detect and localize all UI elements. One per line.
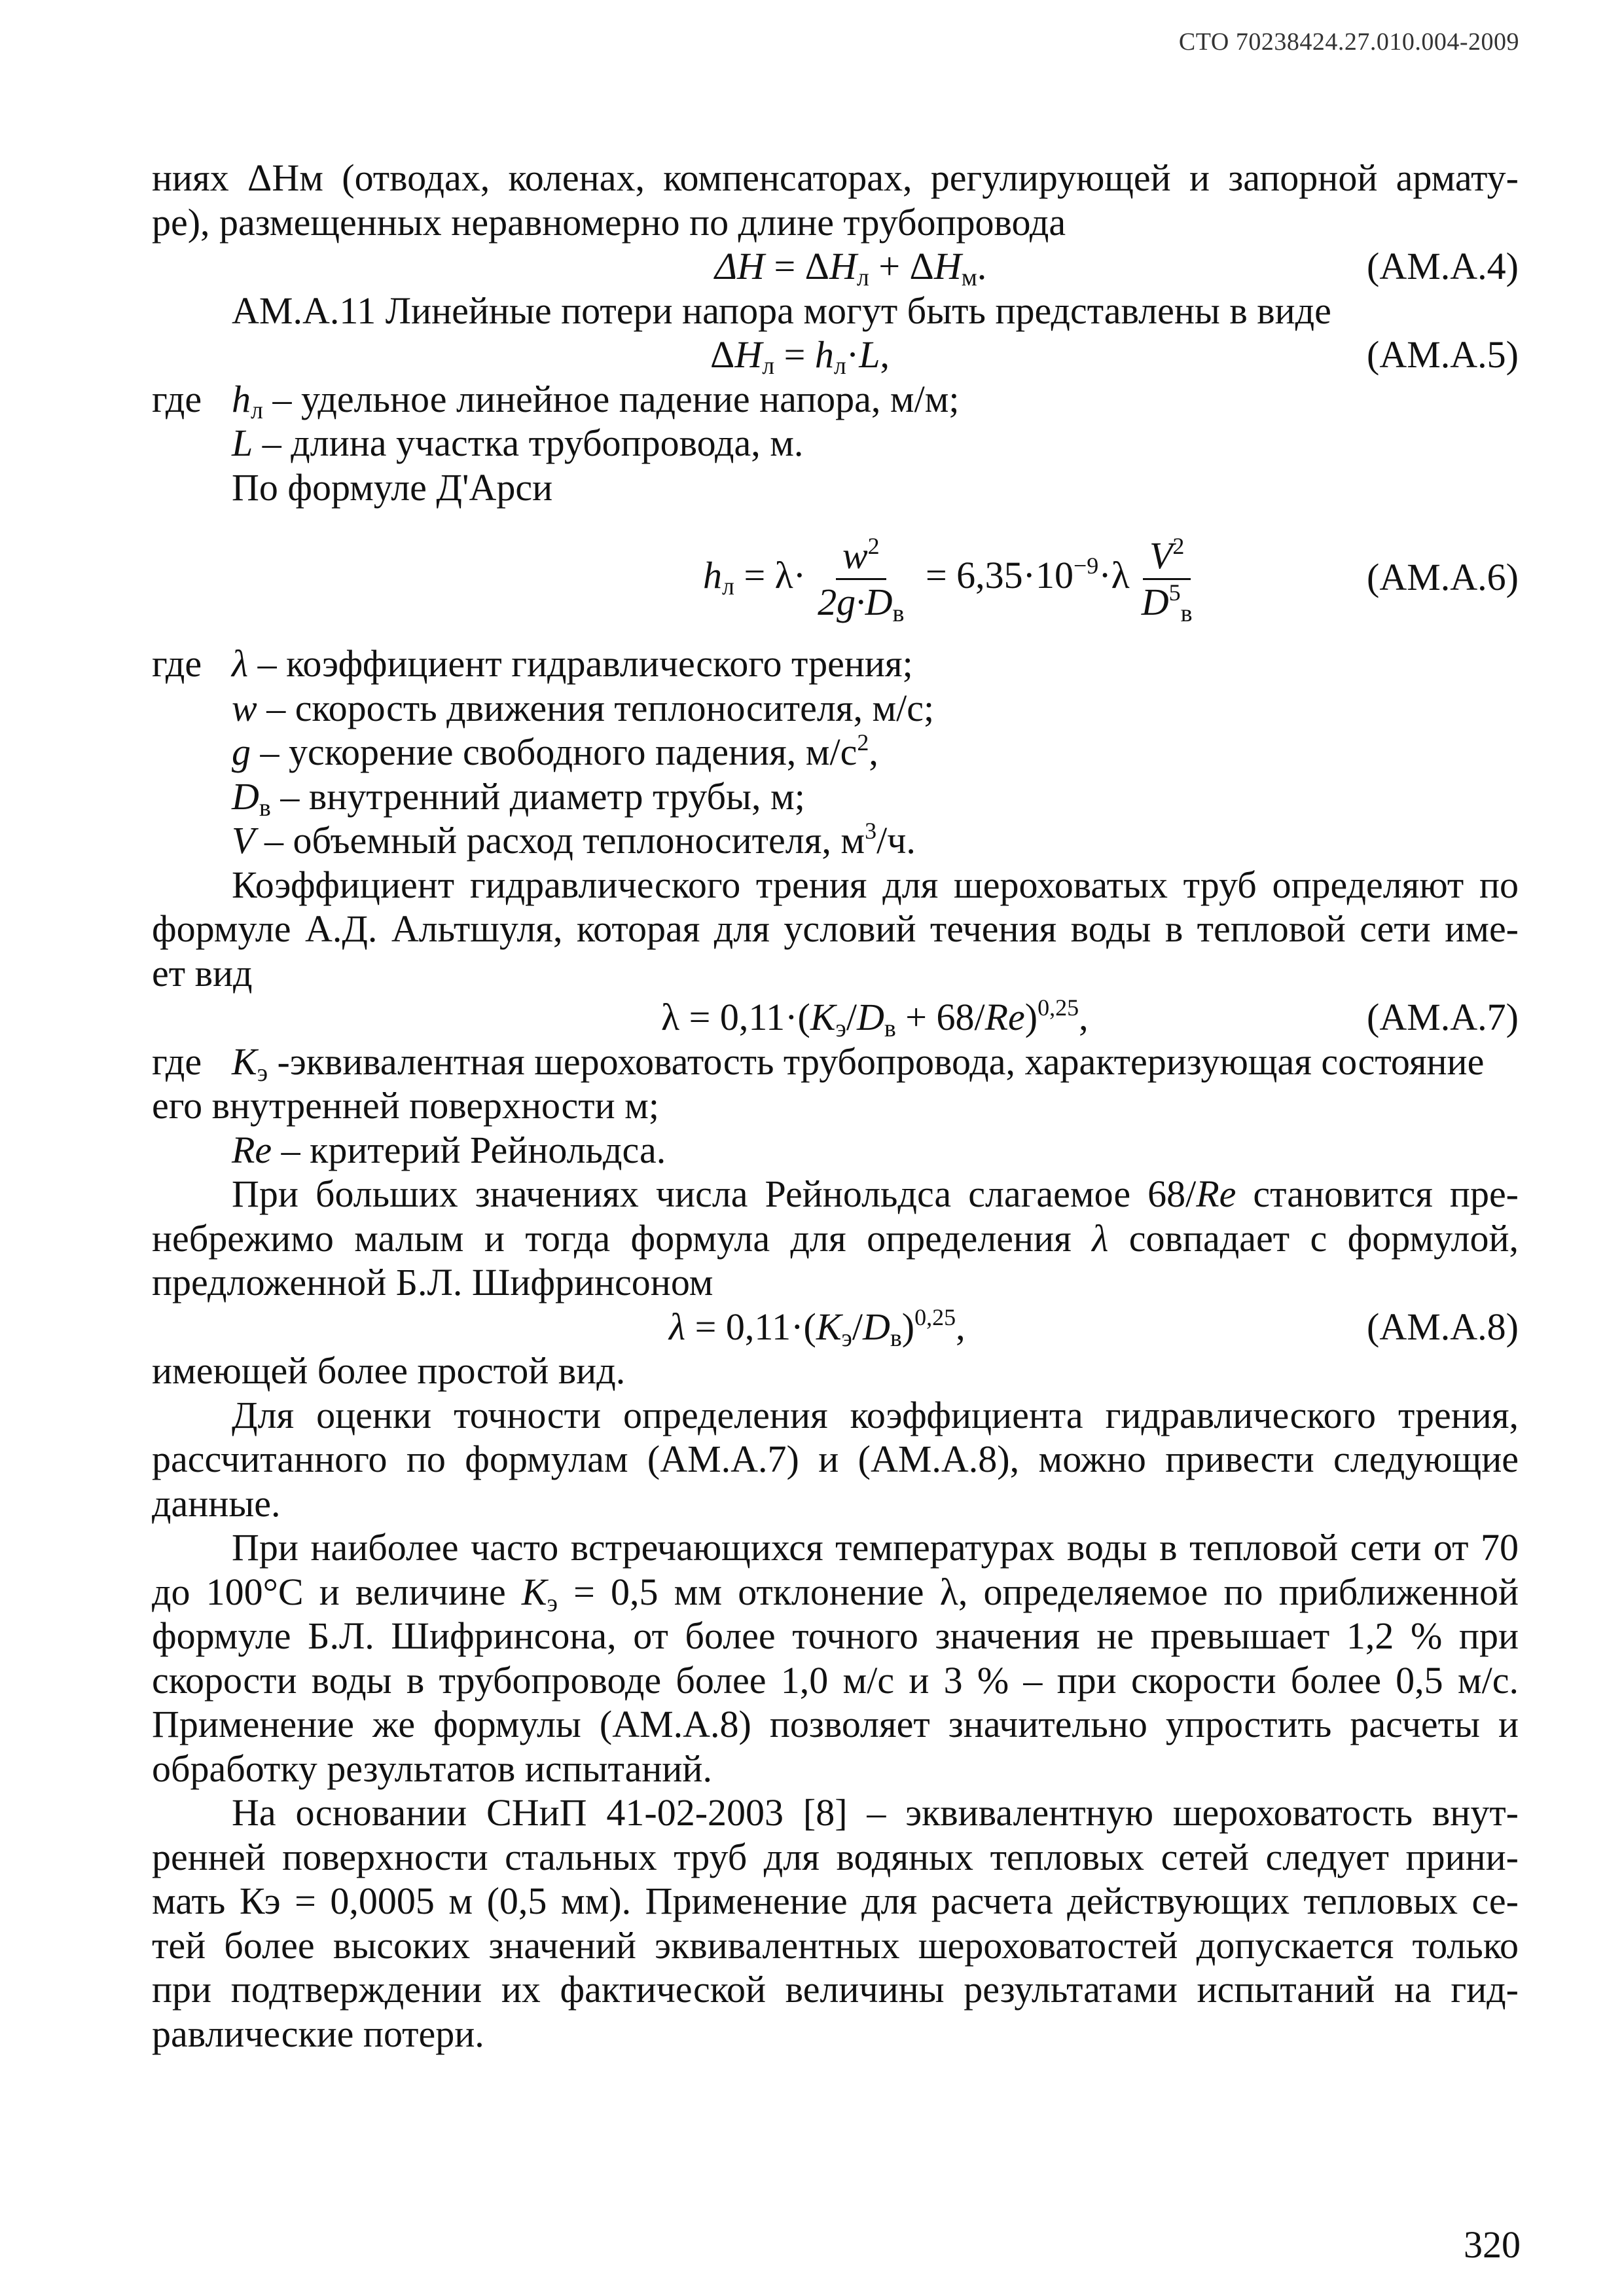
formula-superscript: 3: [865, 818, 877, 844]
fraction: [1135, 533, 1199, 628]
formula-superscript: 2: [1172, 533, 1185, 560]
equation-formula: [669, 1303, 965, 1352]
formula-symbol: λ: [669, 1305, 686, 1348]
equation-formula: [715, 244, 986, 289]
formula-symbol: V: [1149, 534, 1173, 577]
formula-symbol: H: [933, 245, 962, 287]
text-line: [152, 1570, 1519, 1614]
equation-number: (АМ.А.5): [1367, 333, 1519, 376]
formula-symbol: K: [232, 1040, 257, 1083]
text-line: При наиболее часто встречающихся температурах воды в тепловой сети от 70: [232, 1526, 1519, 1569]
definition-text: ,: [869, 731, 878, 773]
text-line: [152, 1216, 1519, 1261]
text-line: при подтверждении их фактической величины результатами испытаний на гид-: [152, 1968, 1519, 2011]
formula-symbol: h: [703, 554, 722, 596]
equation-number: (АМ.А.6): [1367, 556, 1519, 598]
definition-text: /ч.: [876, 819, 916, 862]
text-line: По формуле Д'Арси: [232, 465, 553, 509]
formula-text: = 0,11·(: [685, 1305, 816, 1348]
fraction-denominator: [1135, 579, 1199, 628]
formula-text: /: [846, 996, 857, 1038]
text-line: имеющей более простой вид.: [152, 1349, 626, 1392]
formula-superscript: 2: [867, 533, 880, 560]
text-line: обработку результатов испытаний.: [152, 1747, 712, 1790]
text-line: формуле Б.Л. Шифринсона, от более точного значения не превышает 1,2 % при: [152, 1614, 1519, 1657]
formula-symbol: L: [232, 422, 253, 464]
text-line: ренней поверхности стальных труб для водяных тепловых сетей следует прини-: [152, 1835, 1519, 1878]
equation-am-a-5: [152, 333, 1519, 380]
equation-formula: [710, 333, 890, 380]
formula-symbol: K: [810, 996, 836, 1038]
formula-symbol: h: [232, 377, 251, 420]
text-line: тей более высоких значений эквивалентных шероховатостей допускается только: [152, 1923, 1519, 1967]
page-number: 320: [1464, 2223, 1521, 2266]
formula-symbol: H: [829, 245, 857, 287]
definition-text: -эквивалентная шероховатость трубопровода, характеризующая состояние: [268, 1040, 1485, 1083]
definition-line: [152, 774, 1519, 822]
equation-formula: [661, 995, 1089, 1040]
formula-text: = 6,35·10: [916, 554, 1074, 596]
formula-text: λ = 0,11·(: [661, 996, 810, 1038]
formula-subscript: в: [259, 793, 271, 822]
formula-superscript: −9: [1074, 553, 1099, 579]
formula-subscript: л: [722, 573, 734, 600]
formula-symbol: Re: [1196, 1173, 1236, 1215]
formula-superscript: 2: [857, 729, 869, 756]
formula-text: ,: [956, 1305, 965, 1348]
formula-subscript: м: [961, 264, 977, 291]
text-line: Применение же формулы (АМ.А.8) позволяет значительно упростить расчеты и: [152, 1703, 1519, 1745]
formula-subscript: в: [890, 1324, 902, 1352]
equation-number: (АМ.А.4): [1367, 245, 1519, 287]
formula-text: = λ·: [734, 554, 806, 596]
definition-line: [152, 1040, 1519, 1087]
equation-am-a-8: [152, 1303, 1519, 1352]
formula-symbol: w: [232, 686, 257, 729]
fraction-numerator: [836, 535, 886, 580]
formula-symbol: D: [856, 996, 884, 1038]
definition-line: [152, 730, 1519, 774]
formula-text: =: [774, 333, 815, 376]
text-line: скорости воды в трубопроводе более 1,0 м/с и 3 % – при скорости более 0,5 м/с.: [152, 1658, 1519, 1702]
text-segment: небрежимо малым и тогда формула для определения: [152, 1216, 1092, 1260]
definition-line: [152, 642, 1519, 686]
equation-am-a-4: [152, 244, 1519, 289]
formula-symbol: Re: [984, 996, 1025, 1038]
text-line: ре), размещенных неравномерно по длине трубопровода: [152, 200, 1066, 244]
formula-symbol: Re: [232, 1128, 272, 1171]
formula-subscript: в: [884, 1015, 896, 1042]
formula-text: /: [852, 1305, 863, 1348]
formula-symbol: K: [816, 1305, 842, 1348]
formula-symbol: 2g·D: [818, 581, 893, 624]
formula-superscript: 0,25: [914, 1303, 956, 1330]
formula-subscript: в: [892, 600, 905, 628]
formula-subscript: э: [835, 1015, 846, 1042]
formula-symbol: λ: [232, 642, 249, 685]
formula-symbol: w: [842, 534, 868, 577]
formula-subscript: э: [547, 1589, 558, 1614]
definition-text: – удельное линейное падение напора, м/м;: [262, 377, 960, 420]
formula-symbol: h: [814, 333, 834, 376]
equation-am-a-6: [152, 509, 1519, 642]
formula-symbol: g: [232, 731, 251, 773]
text-line: формуле А.Д. Альтшуля, которая для условий течения воды в тепловой сети име-: [152, 907, 1519, 950]
formula-symbol: K: [521, 1570, 547, 1613]
equation-number: (АМ.А.7): [1367, 996, 1519, 1038]
where-label: где: [152, 642, 202, 685]
formula-superscript: 0,25: [1038, 994, 1079, 1021]
text-segment: становится пре-: [1236, 1173, 1519, 1215]
text-line: предложенной Б.Л. Шифринсоном: [152, 1261, 713, 1303]
definition-text: – скорость движения теплоносителя, м/с;: [257, 686, 935, 729]
formula-subscript: в: [1180, 600, 1193, 628]
formula-text: ): [1024, 996, 1038, 1038]
formula-text: ·λ: [1098, 554, 1130, 596]
formula-text: .: [977, 245, 987, 287]
formula-text: ,: [1079, 996, 1089, 1038]
definition-line: [152, 686, 1519, 731]
formula-symbol: D: [1141, 581, 1169, 624]
where-label: где: [152, 377, 202, 420]
formula-symbol: L: [859, 333, 880, 376]
equation-number: (АМ.А.8): [1367, 1305, 1519, 1348]
formula-text: + Δ: [869, 245, 934, 287]
formula-subscript: л: [251, 396, 263, 424]
text-line: данные.: [152, 1482, 281, 1525]
formula-subscript: л: [833, 352, 846, 380]
text-line: [152, 1172, 1519, 1216]
definition-line: [152, 421, 1519, 465]
fraction-numerator: [1143, 535, 1191, 580]
formula-subscript: л: [762, 352, 775, 380]
text-line: ниях ΔНм (отводах, коленах, компенсаторах, регулирующей и запорной армату-: [152, 156, 1519, 199]
formula-symbol: V: [232, 819, 255, 862]
definition-line: [152, 818, 1519, 863]
definition-text: – ускорение свободного падения, м/с: [251, 731, 857, 773]
definition-text: – длина участка трубопровода, м.: [253, 422, 804, 464]
text-line: Коэффициент гидравлического трения для шероховатых труб определяют по: [232, 863, 1519, 906]
formula-text: ·: [846, 333, 859, 376]
formula-symbol: H: [734, 333, 763, 376]
formula-superscript: 5: [1168, 579, 1181, 606]
definition-line: [152, 1128, 1519, 1173]
definition-line: [152, 377, 1519, 422]
text-line: АМ.А.11 Линейные потери напора могут быть представлены в виде: [232, 289, 1331, 332]
fraction-denominator: [811, 580, 911, 628]
fraction: [811, 533, 911, 628]
text-line: мать Кэ = 0,0005 м (0,5 мм). Применение для расчета действующих тепловых се-: [152, 1880, 1519, 1922]
formula-subscript: л: [856, 264, 869, 291]
formula-text: + 68/: [895, 996, 985, 1038]
formula-text: ,: [880, 333, 890, 376]
text-line: равлические потери.: [152, 2012, 484, 2055]
definition-text: – коэффициент гидравлического трения;: [248, 642, 913, 685]
formula-text: = Δ: [764, 245, 829, 287]
definition-text: – внутренний диаметр трубы, м;: [270, 774, 805, 818]
formula-symbol: D: [862, 1305, 890, 1348]
equation-formula: [703, 509, 1204, 642]
formula-subscript: э: [841, 1324, 852, 1352]
text-segment: до 100°С и величине: [152, 1570, 522, 1613]
where-label: где: [152, 1040, 202, 1083]
formula-text: Δ: [710, 333, 735, 376]
equation-am-a-7: [152, 995, 1519, 1040]
text-segment: = 0,5 мм отклонение λ, определяемое по приближенной: [557, 1570, 1519, 1613]
document-body: [152, 156, 1519, 2056]
formula-symbol: ΔH: [715, 245, 765, 287]
definition-text: – критерий Рейнольдса.: [272, 1128, 666, 1171]
formula-symbol: D: [232, 774, 259, 818]
formula-symbol: λ: [1092, 1216, 1109, 1260]
formula-text: ): [901, 1305, 915, 1348]
text-segment: При больших значениях числа Рейнольдса слагаемое 68/: [232, 1173, 1197, 1215]
text-segment: совпадает с формулой,: [1108, 1216, 1519, 1260]
text-line: ет вид: [152, 951, 253, 994]
text-line: Для оценки точности определения коэффициента гидравлического трения,: [232, 1393, 1519, 1436]
definition-text: – объемный расход теплоносителя, м: [255, 819, 865, 862]
text-line: На основании СНиП 41-02-2003 [8] – эквивалентную шероховатость внут-: [232, 1791, 1519, 1834]
definition-line: его внутренней поверхности м;: [152, 1084, 659, 1127]
formula-subscript: э: [257, 1059, 268, 1087]
document-code-header: СТО 70238424.27.010.004-2009: [1178, 28, 1519, 56]
text-line: рассчитанного по формулам (АМ.А.7) и (АМ.А.8), можно привести следующие: [152, 1438, 1519, 1480]
